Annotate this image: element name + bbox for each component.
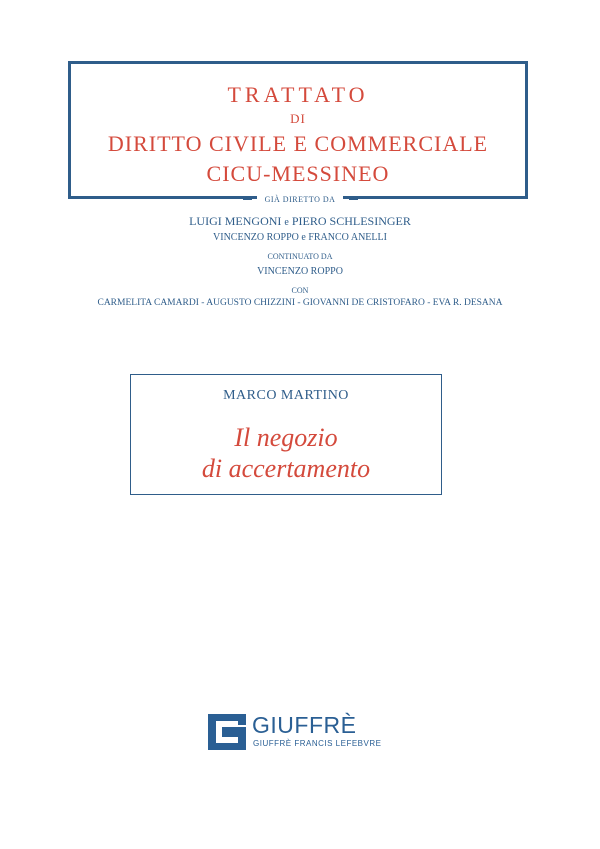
editorial-team: CARMELITA CAMARDI - AUGUSTO CHIZZINI - GIOVANNI DE CRISTOFARO - EVA R. DESANA [97, 298, 503, 308]
author-name: MARCO MARTINO [223, 388, 349, 403]
continued-by-name: VINCENZO ROPPO [257, 266, 343, 277]
continued-by-label: CONTINUATO DA [267, 252, 333, 261]
director-roppo: VINCENZO ROPPO [213, 232, 299, 243]
director-mengoni: LUIGI MENGONI [189, 214, 282, 228]
book-title-line2: di accertamento [201, 454, 371, 483]
publisher-name: GIUFFRÈ [252, 712, 357, 738]
conjunction: e [284, 217, 289, 228]
founding-directors [0, 214, 600, 229]
series-title-line4: CICU-MESSINEO [206, 161, 390, 186]
directed-by-label: GIÀ DIRETTO DA [257, 195, 344, 204]
second-directors [0, 232, 600, 243]
book-title-box [130, 374, 442, 495]
publisher-subtitle: GIUFFRÈ FRANCIS LEFEBVRE [253, 739, 382, 748]
series-title-line2: DI [290, 111, 306, 126]
director-schlesinger: PIERO SCHLESINGER [291, 214, 411, 228]
series-title-box [68, 61, 528, 199]
book-title-line1: Il negozio [234, 423, 338, 452]
director-anelli: FRANCO ANELLI [308, 232, 387, 243]
series-title-line1: TRATTATO [227, 82, 369, 107]
directed-by-row [0, 192, 600, 206]
giuffre-logo-icon [208, 714, 246, 750]
publisher-logo-block [208, 714, 408, 754]
series-title-line3: DIRITTO CIVILE E COMMERCIALE [107, 131, 489, 156]
conjunction: e [301, 232, 306, 243]
with-label: CON [291, 286, 309, 295]
